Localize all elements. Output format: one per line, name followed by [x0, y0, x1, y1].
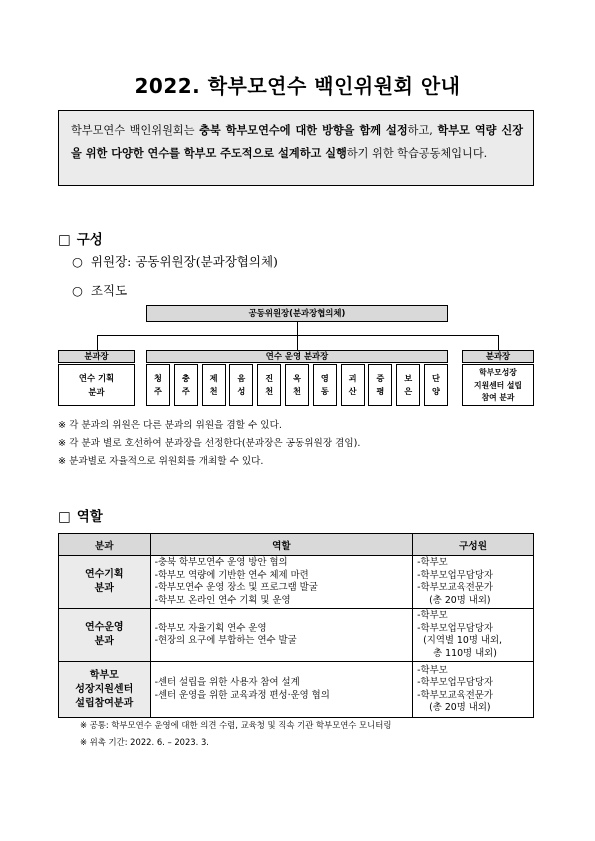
org-connector-center: [297, 335, 298, 350]
city-char: 영: [320, 373, 329, 383]
member-line: -학부모교육전문가: [417, 582, 493, 593]
roles-heading: [58, 505, 103, 525]
org-note-2: ※ 각 분과 별로 호선하여 분과장을 선정한다(분과장은 공동위원장 겸임).: [58, 438, 361, 449]
table-row: [59, 556, 534, 609]
division-cell: [59, 556, 151, 609]
intro-text-1: 학부모연수 백인위원회는: [71, 124, 200, 137]
division-line: 분과: [94, 636, 114, 647]
right-division-line1: 학부모성장: [479, 368, 517, 377]
circle-bullet-icon: ○: [72, 283, 83, 298]
city-char: 단: [432, 373, 440, 383]
header-division: 분과: [59, 534, 151, 556]
roles-heading-label: 역할: [76, 509, 103, 525]
division-cell: [59, 662, 151, 718]
city-char: 양: [432, 386, 440, 396]
composition-heading: [58, 228, 103, 248]
intro-text-3: 하기 위한 학습공동체입니다.: [346, 147, 488, 160]
city-char: 옥: [293, 373, 301, 383]
chair-line: [72, 252, 278, 270]
role-line: -충북 학부모연수 운영 방안 협의: [154, 557, 288, 568]
city-char: 음: [237, 373, 246, 383]
role-line: -학부모 자율기획 연수 운영: [154, 622, 267, 634]
city-column: [257, 364, 281, 406]
roles-footnote-2: ※ 위촉 기간: 2022. 6. – 2023. 3.: [80, 737, 209, 747]
city-char: 천: [209, 386, 218, 396]
city-column: [285, 364, 309, 406]
city-column: [341, 364, 365, 406]
right-division-head: 분과장: [462, 350, 534, 363]
roles-table: [58, 533, 534, 718]
division-line: 분과: [94, 583, 114, 594]
roles-footnote-1: ※ 공통: 학부모연수 운영에 대한 의견 수렴, 교육청 및 직속 기관 학부모연수 모니터링: [80, 720, 392, 730]
role-cell: [150, 556, 413, 609]
left-division-line1: 연수 기획: [78, 373, 115, 383]
member-line: -학부모: [417, 610, 448, 621]
left-division-body: [58, 364, 135, 406]
city-char: 청: [154, 373, 162, 383]
member-line: (총 20명 내외): [429, 702, 491, 713]
left-division-line2: 분과: [88, 387, 105, 397]
members-cell: [413, 662, 534, 718]
city-char: 주: [154, 386, 162, 396]
members-cell: [413, 556, 534, 609]
role-line: -센터 운영을 위한 교육과정 편성·운영 협의: [154, 689, 330, 701]
right-division-body: [462, 364, 534, 406]
center-division-head: 연수 운영 분과장: [146, 350, 448, 363]
member-line: (총 20명 내외): [429, 594, 491, 606]
table-row: [59, 662, 534, 718]
page-title: 2022. 학부모연수 백인위원회 안내: [134, 74, 461, 98]
left-division-head: 분과장: [58, 350, 135, 363]
role-line: -센터 설립을 위한 사용자 참여 설계: [154, 677, 300, 688]
org-connector-right: [498, 335, 499, 350]
members-cell: [413, 609, 534, 662]
city-column: [174, 364, 198, 406]
role-line: -현장의 요구에 부합하는 연수 발굴: [154, 635, 297, 646]
org-connector-left: [97, 335, 98, 350]
role-cell: [150, 662, 413, 718]
city-char: 괴: [348, 373, 357, 383]
city-char: 성: [237, 386, 246, 396]
intro-box: [58, 110, 534, 186]
role-line: -학부모 온라인 연수 기획 및 운영: [154, 594, 291, 606]
composition-heading-label: 구성: [76, 232, 103, 248]
division-line: 연수운영: [84, 622, 124, 633]
member-line: -학부모업무담당자: [417, 569, 493, 581]
table-row: [59, 609, 534, 662]
intro-bold-1: 충북 학부모연수에 대한 방향을 함께 설정: [199, 123, 408, 137]
org-connector-top: [297, 322, 298, 335]
city-char: 진: [265, 373, 274, 383]
header-members: 구성원: [413, 534, 534, 556]
division-line: 설립참여분과: [75, 697, 134, 709]
member-line: 총 110명 내외): [433, 647, 497, 659]
city-char: 천: [293, 386, 301, 396]
city-column: [424, 364, 448, 406]
header-role: 역할: [150, 534, 413, 556]
org-label-text: 조직도: [90, 283, 128, 298]
org-note-1: ※ 각 분과의 위원은 다른 분과의 위원을 겸할 수 있다.: [58, 420, 282, 431]
division-line: 성장지원센터: [75, 683, 134, 695]
member-line: -학부모교육전문가: [417, 689, 493, 701]
org-top-box: 공동위원장(분과장협의체): [146, 305, 448, 322]
role-line: -학부모연수 운영 장소 및 프로그램 발굴: [154, 582, 318, 593]
division-line: 연수기획: [84, 569, 124, 580]
division-line: 학부모: [89, 669, 119, 681]
city-column: [396, 364, 420, 406]
member-line: -학부모: [417, 557, 448, 568]
city-char: 은: [404, 386, 413, 396]
city-char: 동: [320, 386, 329, 396]
circle-bullet-icon: ○: [72, 254, 83, 269]
division-cell: [59, 609, 151, 662]
city-char: 보: [404, 373, 413, 383]
member-line: (지역별 10명 내외,: [423, 635, 502, 646]
org-note-3: ※ 분과별로 자율적으로 위원회를 개최할 수 있다.: [58, 456, 264, 467]
city-char: 평: [376, 386, 385, 396]
city-char: 충: [181, 373, 190, 383]
chair-text: 위원장: 공동위원장(분과장협의체): [90, 254, 278, 269]
city-column: [229, 364, 253, 406]
member-line: -학부모: [417, 664, 448, 676]
city-char: 제: [209, 373, 218, 383]
intro-text-2: 하고,: [407, 124, 438, 137]
member-line: -학부모업무담당자: [417, 677, 493, 688]
city-char: 천: [265, 386, 274, 396]
city-column: [368, 364, 392, 406]
intro-bold-2: 학부모 역량 신장을 위한 다양한 연수를 학부모 주도적으로 설계하고 실행: [71, 123, 523, 160]
org-label-line: [72, 281, 127, 299]
city-char: 주: [181, 386, 190, 396]
city-char: 산: [348, 386, 357, 396]
role-line: -학부모 역량에 기반한 연수 체제 마련: [154, 569, 309, 581]
square-bullet-icon: □: [58, 509, 71, 525]
member-line: -학부모업무담당자: [417, 622, 493, 634]
right-division-line3: 참여 분과: [481, 393, 515, 402]
city-column: [313, 364, 337, 406]
right-division-line2: 지원센터 설립: [474, 380, 522, 390]
city-char: 증: [376, 373, 385, 383]
city-column: [146, 364, 170, 406]
city-column: [202, 364, 226, 406]
role-cell: [150, 609, 413, 662]
square-bullet-icon: □: [58, 232, 71, 248]
